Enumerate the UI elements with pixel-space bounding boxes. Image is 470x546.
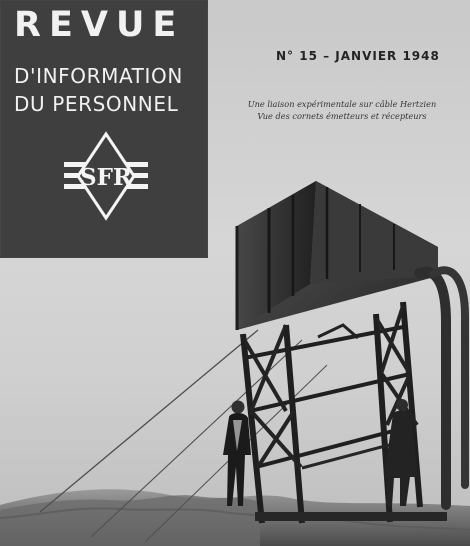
- subtitle-line-2: DU PERSONNEL: [14, 92, 179, 116]
- issue-number-date: N° 15 – JANVIER 1948: [276, 49, 440, 63]
- caption-line-1: Une liaison expérimentale sur câble Hertzien: [247, 99, 437, 109]
- subtitle-line-1: D'INFORMATION: [14, 64, 183, 88]
- man-left-figure: [223, 401, 251, 507]
- magazine-title: REVUE: [14, 5, 185, 45]
- sfr-logo-icon: [58, 128, 154, 224]
- cover-caption: [247, 98, 437, 122]
- masthead-block: [0, 0, 208, 258]
- caption-line-2: Vue des cornets émetteurs et récepteurs: [257, 111, 427, 121]
- logo-letters: SFR: [79, 164, 133, 191]
- magazine-subtitle: [14, 62, 183, 118]
